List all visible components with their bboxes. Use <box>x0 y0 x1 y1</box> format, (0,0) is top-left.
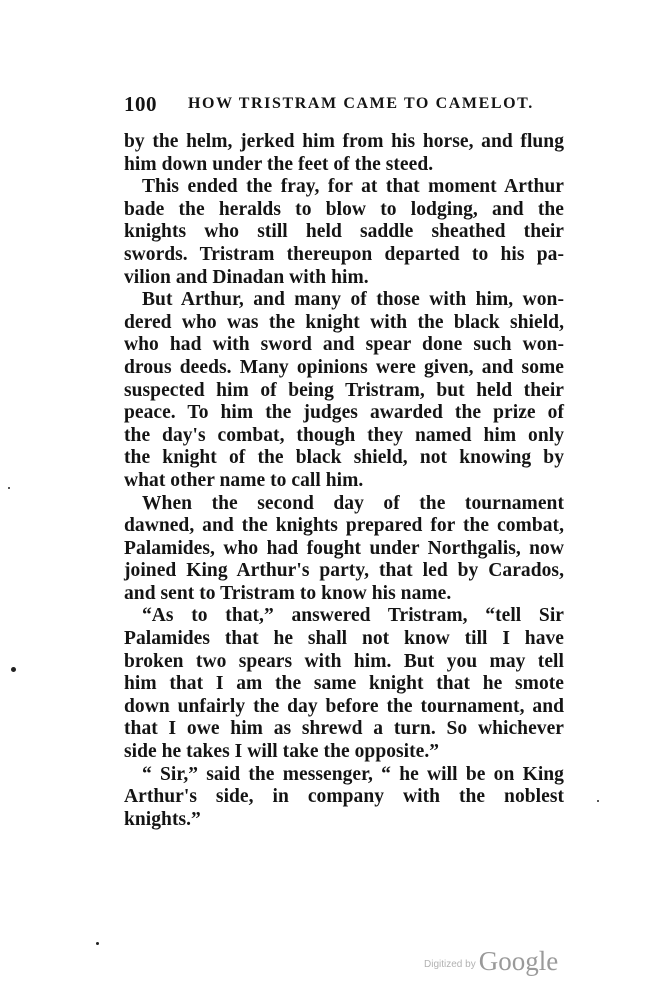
running-title: HOW TRISTRAM CAME TO CAMELOT. <box>188 95 534 112</box>
text-line: him down under the feet of the steed. <box>124 153 434 175</box>
text-line: what other name to call him. <box>124 469 364 491</box>
text-line: knights.” <box>124 808 201 830</box>
text-line: who had with sword and spear done such won- <box>124 334 564 356</box>
text-line: dawned, and the knights prepared for the combat, <box>124 515 564 537</box>
text-line: But Arthur, and many of those with him, won- <box>142 289 564 311</box>
text-line: When the second day of the tournament <box>142 492 564 514</box>
ink-speck <box>11 667 16 672</box>
ink-speck <box>597 800 599 802</box>
text-line: This ended the fray, for at that moment Arthur <box>142 176 564 198</box>
digitized-by-google-watermark <box>424 946 558 977</box>
ink-speck <box>96 942 99 945</box>
text-line: side he takes I will take the opposite.” <box>124 741 440 763</box>
text-line: drous deeds. Many opinions were given, and some <box>124 356 564 378</box>
text-line: joined King Arthur's party, that led by Carados, <box>124 560 564 582</box>
text-line: bade the heralds to blow to lodging, and the <box>124 198 564 220</box>
google-logo: Google <box>478 946 559 976</box>
text-line: “As to that,” answered Tristram, “tell Sir <box>142 605 564 627</box>
text-line: knights who still held saddle sheathed their <box>124 221 564 243</box>
text-line: him that I am the same knight that he smote <box>124 673 564 695</box>
text-line: “ Sir,” said the messenger, “ he will be on King <box>142 763 564 785</box>
text-line: Palamides that he shall not know till I have <box>124 628 564 650</box>
text-line: the knight of the black shield, not knowing by <box>124 447 564 469</box>
page-number: 100 <box>124 92 157 116</box>
text-line: that I owe him as shrewd a turn. So whichever <box>124 718 564 740</box>
watermark-prefix: Digitized by <box>424 959 476 970</box>
text-line: down unfairly the day before the tournament, and <box>124 695 564 717</box>
text-line: peace. To him the judges awarded the prize of <box>124 402 564 424</box>
text-line: suspected him of being Tristram, but held their <box>124 379 564 401</box>
text-line: Arthur's side, in company with the noblest <box>124 786 564 808</box>
text-line: broken two spears with him. But you may tell <box>124 650 564 672</box>
text-line: and sent to Tristram to know his name. <box>124 582 452 604</box>
running-head <box>124 92 574 116</box>
text-line: dered who was the knight with the black shield, <box>124 311 564 333</box>
body-text <box>124 131 564 831</box>
text-line: Palamides, who had fought under Northgalis, now <box>124 537 564 559</box>
ink-speck <box>8 487 10 489</box>
text-line: vilion and Dinadan with him. <box>124 266 369 288</box>
text-line: swords. Tristram thereupon departed to his pa- <box>124 243 564 265</box>
text-line: by the helm, jerked him from his horse, and flung <box>124 131 564 152</box>
text-line: the day's combat, though they named him only <box>124 424 564 446</box>
